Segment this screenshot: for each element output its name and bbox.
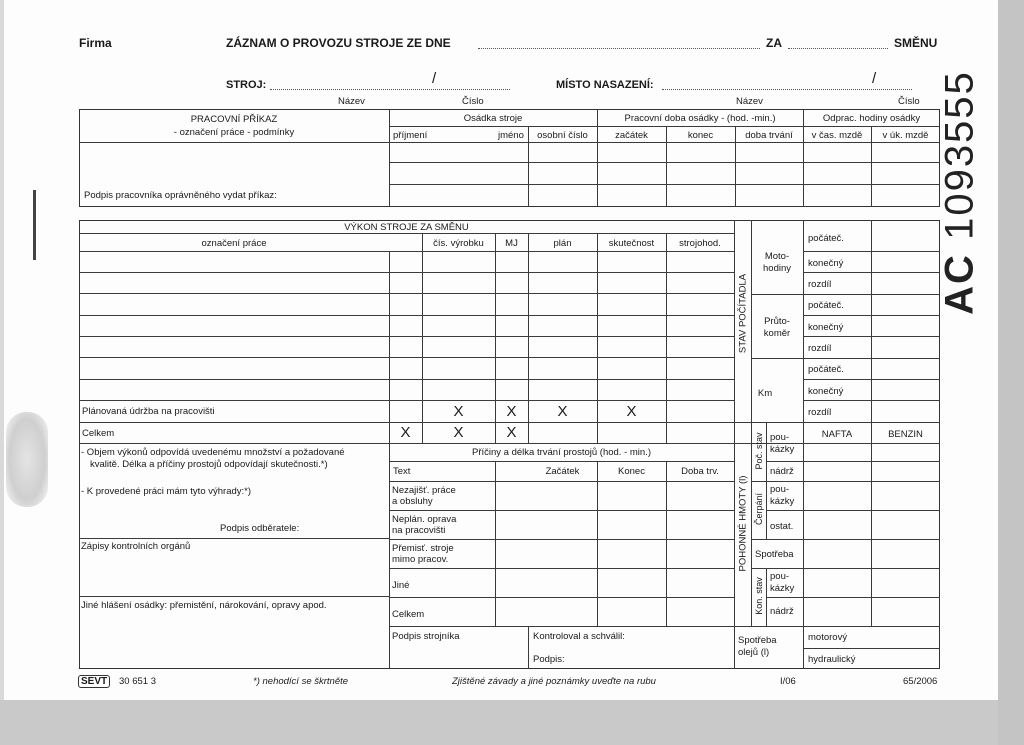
cerp-ostat: ostat.: [770, 521, 794, 532]
cerpani-label: Čerpání: [754, 492, 764, 526]
sevt-logo: SEVT: [78, 675, 110, 688]
udrzba-x-mj: X: [506, 403, 517, 420]
kon-nadrz: nádrž: [770, 606, 794, 617]
olej-hydraulicky: hydraulický: [808, 654, 856, 665]
prostoje-col-zacatek: Začátek: [545, 466, 580, 477]
firma-label: Firma: [79, 36, 112, 50]
jine-hlaseni-label: Jiné hlášení osádky: přemistění, nárokování, opravy apod.: [81, 600, 327, 611]
stroj-label: STROJ:: [226, 79, 267, 91]
col-osobni: osobní číslo: [537, 130, 588, 141]
misto-nazev-caption: Název: [736, 96, 763, 107]
footnote: *) nehodící se škrtněte: [253, 676, 349, 687]
stav-pocitadla-label: STAV POČÍTADLA: [737, 273, 749, 354]
moto-konecny: konečný: [808, 258, 844, 269]
moto-label-2: hodiny: [763, 263, 791, 274]
prostoje-r2b: na pracovišti: [392, 525, 446, 536]
moto-rozdil: rozdíl: [808, 279, 832, 290]
prostoje-r1b: a obsluhy: [392, 496, 433, 507]
prostoje-r3b: mimo pracov.: [392, 554, 449, 565]
stroj-slash: /: [432, 70, 437, 87]
col-cis-vyrobku: čís. výrobku: [433, 238, 484, 249]
kon-poukazky-1: pou-: [770, 571, 790, 582]
stroj-field[interactable]: [270, 89, 510, 90]
col-zacatek: začátek: [615, 130, 648, 141]
celkem-x-1: X: [400, 424, 411, 441]
col-uk-mzde: v úk. mzdě: [882, 130, 929, 141]
spotreba-oleju-1: Spotřeba: [738, 635, 777, 646]
celkem-x-mj: X: [506, 424, 517, 441]
prostoje-r3a: Přemisť. stroje: [392, 543, 454, 554]
stroj-nazev-caption: Název: [338, 96, 365, 107]
smenu-label: SMĚNU: [894, 36, 938, 50]
osadka-heading: Osádka stroje: [463, 113, 523, 124]
col-plan: plán: [553, 238, 572, 249]
prostoje-r1a: Nezajišť. práce: [392, 485, 456, 496]
col-jmeno: jméno: [498, 130, 524, 141]
pruto-rozdil: rozdíl: [808, 343, 832, 354]
poc-stav-label: Poč. stav: [754, 432, 764, 470]
scan-edge: [998, 0, 1024, 745]
prostoje-r2a: Neplán. oprava: [392, 514, 457, 525]
podpis-strojnika-label: Podpis strojníka: [392, 631, 460, 642]
kontroloval-label: Kontroloval a schválil:: [533, 631, 625, 642]
torn-binding: [6, 412, 48, 507]
kon-stav-label: Kon. stav: [754, 577, 764, 615]
col-strojohod: strojohod.: [679, 238, 721, 249]
prostoje-col-text: Text: [393, 466, 411, 477]
misto-field[interactable]: [662, 89, 912, 90]
col-doba-trvani: doba trvání: [745, 130, 793, 141]
cerp-poukazky-1: pou-: [770, 484, 790, 495]
pruto-konecny: konečný: [808, 322, 844, 333]
rub-note: Zjištěné závady a jiné poznámky uveďte na rubu: [452, 676, 656, 687]
form-code: 30 651 3: [119, 676, 156, 687]
spotreba-label: Spotřeba: [755, 549, 794, 560]
podpis-label: Podpis:: [533, 654, 565, 665]
misto-slash: /: [872, 70, 877, 87]
kon-poukazky-2: kázky: [770, 583, 795, 594]
form-year: 65/2006: [903, 676, 938, 687]
moto-pocatec: počáteč.: [808, 233, 844, 244]
prikaz-subheading: - označení práce - podmínky: [173, 127, 295, 138]
form-version: I/06: [780, 676, 796, 687]
udrzba-row-label: Plánovaná údržba na pracovišti: [82, 406, 215, 417]
stroj-cislo-caption: Číslo: [462, 96, 484, 107]
scan-background: [0, 700, 1024, 745]
za-label: ZA: [766, 36, 782, 50]
vyhrady-text: - K provedené práci mám tyto výhrady:*): [81, 486, 252, 497]
olej-motorovy: motorový: [808, 632, 848, 643]
doba-heading: Pracovní doba osádky - (hod. -min.): [624, 113, 776, 124]
km-konecny: konečný: [808, 386, 844, 397]
poc-nadrz: nádrž: [770, 466, 794, 477]
col-konec: konec: [687, 130, 714, 141]
km-label: Km: [757, 388, 773, 399]
binder-mark: [33, 190, 36, 260]
poc-poukazky-1: pou-: [770, 432, 790, 443]
zapisy-label: Zápisy kontrolních orgánů: [81, 541, 191, 552]
col-oznaceni: označení práce: [201, 238, 267, 249]
km-rozdil: rozdíl: [808, 407, 832, 418]
prostoje-r5: Celkem: [392, 609, 425, 620]
date-field[interactable]: [478, 48, 760, 49]
prostoje-heading: Příčiny a délka trvání prostojů (hod. - min.): [472, 447, 651, 458]
prostoje-col-doba: Doba trv.: [681, 466, 719, 477]
col-skutecnost: skutečnost: [608, 238, 655, 249]
prikaz-signature-label: Podpis pracovníka oprávněného vydat příkaz:: [84, 190, 277, 201]
pruto-pocatec: počáteč.: [808, 300, 844, 311]
udrzba-x-plan: X: [557, 403, 568, 420]
form-title: ZÁZNAM O PROVOZU STROJE ZE DNE: [226, 36, 451, 50]
vykon-heading: VÝKON STROJE ZA SMĚNU: [344, 222, 469, 233]
objem-text-1: - Objem výkonů odpovídá uvedenému množství a požadované: [81, 447, 345, 458]
prikaz-heading: PRACOVNÍ PŘÍKAZ: [190, 114, 278, 125]
udrzba-x-vyrobku: X: [453, 403, 464, 420]
pruto-label-2: koměr: [763, 328, 791, 339]
pruto-label-1: Průto-: [764, 316, 790, 327]
objem-text-2: kvalitě. Délka a příčiny prostojů odpovídají skutečnosti.*): [90, 459, 328, 470]
misto-label: MÍSTO NASAZENÍ:: [556, 79, 654, 91]
spotreba-oleju-2: olejů (l): [738, 647, 770, 658]
serial-digits: 1093555: [937, 70, 982, 240]
prostoje-r4: Jiné: [392, 580, 410, 591]
prostoje-col-konec: Konec: [618, 466, 645, 477]
misto-cislo-caption: Číslo: [898, 96, 920, 107]
serial-prefix: AC: [937, 253, 982, 315]
km-pocatec: počáteč.: [808, 364, 844, 375]
podpis-odberatele-label: Podpis odběratele:: [220, 523, 300, 534]
celkem-row-label: Celkem: [82, 428, 115, 439]
celkem-x-vyrobku: X: [453, 424, 464, 441]
cerp-poukazky-2: kázky: [770, 496, 795, 507]
nafta-heading: NAFTA: [821, 429, 853, 440]
udrzba-x-skutecnost: X: [626, 403, 637, 420]
col-cas-mzde: v čas. mzdě: [811, 130, 863, 141]
col-prijmeni: příjmení: [393, 130, 428, 141]
poc-poukazky-2: kázky: [770, 444, 795, 455]
serial-number: [938, 3, 983, 383]
shift-field[interactable]: [788, 48, 888, 49]
moto-label-1: Moto-: [764, 251, 790, 262]
benzin-heading: BENZIN: [888, 429, 923, 440]
col-mj: MJ: [505, 238, 518, 249]
odprac-heading: Odprac. hodiny osádky: [822, 113, 921, 124]
pohonne-hmoty-label: POHONNÉ HMOTY (l): [737, 475, 749, 572]
